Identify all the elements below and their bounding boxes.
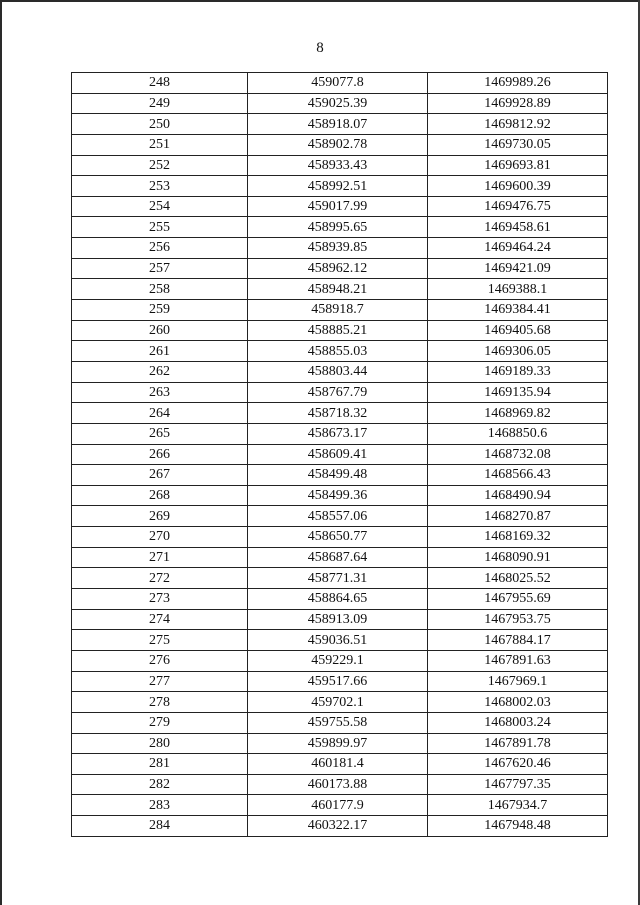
x-coordinate-cell: 459077.8 <box>248 73 428 94</box>
point-number-cell: 255 <box>72 217 248 238</box>
x-coordinate-cell: 458918.07 <box>248 114 428 135</box>
y-coordinate-cell: 1468566.43 <box>428 465 608 486</box>
table-row <box>72 73 608 94</box>
point-number-cell: 258 <box>72 279 248 300</box>
x-coordinate-cell: 458948.21 <box>248 279 428 300</box>
x-coordinate-cell: 458673.17 <box>248 423 428 444</box>
y-coordinate-cell: 1467797.35 <box>428 774 608 795</box>
point-number-cell: 257 <box>72 258 248 279</box>
x-coordinate-cell: 459702.1 <box>248 692 428 713</box>
point-number-cell: 280 <box>72 733 248 754</box>
y-coordinate-cell: 1468003.24 <box>428 712 608 733</box>
x-coordinate-cell: 458767.79 <box>248 382 428 403</box>
y-coordinate-cell: 1467884.17 <box>428 630 608 651</box>
table-row <box>72 444 608 465</box>
point-number-cell: 276 <box>72 650 248 671</box>
table-row <box>72 300 608 321</box>
table-row <box>72 361 608 382</box>
x-coordinate-cell: 459517.66 <box>248 671 428 692</box>
table-row <box>72 320 608 341</box>
coordinates-table <box>71 72 608 837</box>
y-coordinate-cell: 1469928.89 <box>428 93 608 114</box>
point-number-cell: 263 <box>72 382 248 403</box>
table-row <box>72 196 608 217</box>
x-coordinate-cell: 458557.06 <box>248 506 428 527</box>
point-number-cell: 260 <box>72 320 248 341</box>
y-coordinate-cell: 1467620.46 <box>428 754 608 775</box>
table-row <box>72 155 608 176</box>
point-number-cell: 269 <box>72 506 248 527</box>
x-coordinate-cell: 458609.41 <box>248 444 428 465</box>
point-number-cell: 282 <box>72 774 248 795</box>
y-coordinate-cell: 1468090.91 <box>428 547 608 568</box>
table-row <box>72 176 608 197</box>
x-coordinate-cell: 458499.48 <box>248 465 428 486</box>
table-row <box>72 671 608 692</box>
point-number-cell: 254 <box>72 196 248 217</box>
x-coordinate-cell: 458933.43 <box>248 155 428 176</box>
point-number-cell: 281 <box>72 754 248 775</box>
x-coordinate-cell: 460177.9 <box>248 795 428 816</box>
point-number-cell: 262 <box>72 361 248 382</box>
x-coordinate-cell: 460181.4 <box>248 754 428 775</box>
point-number-cell: 266 <box>72 444 248 465</box>
point-number-cell: 248 <box>72 73 248 94</box>
y-coordinate-cell: 1469464.24 <box>428 238 608 259</box>
x-coordinate-cell: 458771.31 <box>248 568 428 589</box>
y-coordinate-cell: 1468169.32 <box>428 527 608 548</box>
y-coordinate-cell: 1469306.05 <box>428 341 608 362</box>
table-row <box>72 774 608 795</box>
x-coordinate-cell: 458992.51 <box>248 176 428 197</box>
x-coordinate-cell: 459036.51 <box>248 630 428 651</box>
y-coordinate-cell: 1467969.1 <box>428 671 608 692</box>
y-coordinate-cell: 1469730.05 <box>428 134 608 155</box>
point-number-cell: 265 <box>72 423 248 444</box>
y-coordinate-cell: 1469384.41 <box>428 300 608 321</box>
point-number-cell: 249 <box>72 93 248 114</box>
x-coordinate-cell: 459899.97 <box>248 733 428 754</box>
table-row <box>72 382 608 403</box>
point-number-cell: 264 <box>72 403 248 424</box>
table-row <box>72 712 608 733</box>
y-coordinate-cell: 1467934.7 <box>428 795 608 816</box>
x-coordinate-cell: 458902.78 <box>248 134 428 155</box>
y-coordinate-cell: 1467891.63 <box>428 650 608 671</box>
y-coordinate-cell: 1469693.81 <box>428 155 608 176</box>
point-number-cell: 252 <box>72 155 248 176</box>
table-row <box>72 93 608 114</box>
table-row <box>72 527 608 548</box>
scan-border-top <box>0 0 640 2</box>
table-row <box>72 733 608 754</box>
point-number-cell: 259 <box>72 300 248 321</box>
table-row <box>72 692 608 713</box>
table-row <box>72 258 608 279</box>
y-coordinate-cell: 1468270.87 <box>428 506 608 527</box>
x-coordinate-cell: 458687.64 <box>248 547 428 568</box>
y-coordinate-cell: 1468025.52 <box>428 568 608 589</box>
y-coordinate-cell: 1469476.75 <box>428 196 608 217</box>
point-number-cell: 250 <box>72 114 248 135</box>
table-row <box>72 650 608 671</box>
x-coordinate-cell: 458864.65 <box>248 589 428 610</box>
x-coordinate-cell: 460322.17 <box>248 816 428 837</box>
point-number-cell: 271 <box>72 547 248 568</box>
point-number-cell: 283 <box>72 795 248 816</box>
y-coordinate-cell: 1469600.39 <box>428 176 608 197</box>
point-number-cell: 267 <box>72 465 248 486</box>
point-number-cell: 256 <box>72 238 248 259</box>
point-number-cell: 268 <box>72 485 248 506</box>
point-number-cell: 253 <box>72 176 248 197</box>
table-row <box>72 279 608 300</box>
x-coordinate-cell: 458650.77 <box>248 527 428 548</box>
point-number-cell: 272 <box>72 568 248 589</box>
table-row <box>72 816 608 837</box>
y-coordinate-cell: 1469458.61 <box>428 217 608 238</box>
page-number: 8 <box>316 40 324 56</box>
y-coordinate-cell: 1469405.68 <box>428 320 608 341</box>
x-coordinate-cell: 458995.65 <box>248 217 428 238</box>
table-row <box>72 238 608 259</box>
y-coordinate-cell: 1467891.78 <box>428 733 608 754</box>
table-row <box>72 609 608 630</box>
y-coordinate-cell: 1469989.26 <box>428 73 608 94</box>
x-coordinate-cell: 458718.32 <box>248 403 428 424</box>
x-coordinate-cell: 459025.39 <box>248 93 428 114</box>
point-number-cell: 273 <box>72 589 248 610</box>
y-coordinate-cell: 1467953.75 <box>428 609 608 630</box>
x-coordinate-cell: 458913.09 <box>248 609 428 630</box>
y-coordinate-cell: 1467955.69 <box>428 589 608 610</box>
y-coordinate-cell: 1469812.92 <box>428 114 608 135</box>
x-coordinate-cell: 458918.7 <box>248 300 428 321</box>
point-number-cell: 270 <box>72 527 248 548</box>
x-coordinate-cell: 459017.99 <box>248 196 428 217</box>
table-row <box>72 630 608 651</box>
table-row <box>72 341 608 362</box>
point-number-cell: 277 <box>72 671 248 692</box>
x-coordinate-cell: 458855.03 <box>248 341 428 362</box>
x-coordinate-cell: 459229.1 <box>248 650 428 671</box>
y-coordinate-cell: 1468490.94 <box>428 485 608 506</box>
scan-border-left <box>0 0 2 905</box>
table-row <box>72 217 608 238</box>
table-row <box>72 795 608 816</box>
point-number-cell: 261 <box>72 341 248 362</box>
y-coordinate-cell: 1467948.48 <box>428 816 608 837</box>
y-coordinate-cell: 1469189.33 <box>428 361 608 382</box>
table-row <box>72 423 608 444</box>
x-coordinate-cell: 458803.44 <box>248 361 428 382</box>
table-row <box>72 589 608 610</box>
y-coordinate-cell: 1468969.82 <box>428 403 608 424</box>
table-row <box>72 754 608 775</box>
table-row <box>72 485 608 506</box>
point-number-cell: 275 <box>72 630 248 651</box>
table-row <box>72 114 608 135</box>
table-row <box>72 465 608 486</box>
x-coordinate-cell: 458499.36 <box>248 485 428 506</box>
point-number-cell: 278 <box>72 692 248 713</box>
y-coordinate-cell: 1469135.94 <box>428 382 608 403</box>
point-number-cell: 274 <box>72 609 248 630</box>
y-coordinate-cell: 1468850.6 <box>428 423 608 444</box>
y-coordinate-cell: 1468732.08 <box>428 444 608 465</box>
table-row <box>72 568 608 589</box>
coordinates-table-body <box>72 73 608 837</box>
x-coordinate-cell: 458962.12 <box>248 258 428 279</box>
x-coordinate-cell: 459755.58 <box>248 712 428 733</box>
x-coordinate-cell: 458885.21 <box>248 320 428 341</box>
point-number-cell: 251 <box>72 134 248 155</box>
x-coordinate-cell: 460173.88 <box>248 774 428 795</box>
table-row <box>72 547 608 568</box>
y-coordinate-cell: 1469388.1 <box>428 279 608 300</box>
point-number-cell: 279 <box>72 712 248 733</box>
point-number-cell: 284 <box>72 816 248 837</box>
table-row <box>72 506 608 527</box>
table-row <box>72 134 608 155</box>
x-coordinate-cell: 458939.85 <box>248 238 428 259</box>
y-coordinate-cell: 1469421.09 <box>428 258 608 279</box>
table-row <box>72 403 608 424</box>
y-coordinate-cell: 1468002.03 <box>428 692 608 713</box>
